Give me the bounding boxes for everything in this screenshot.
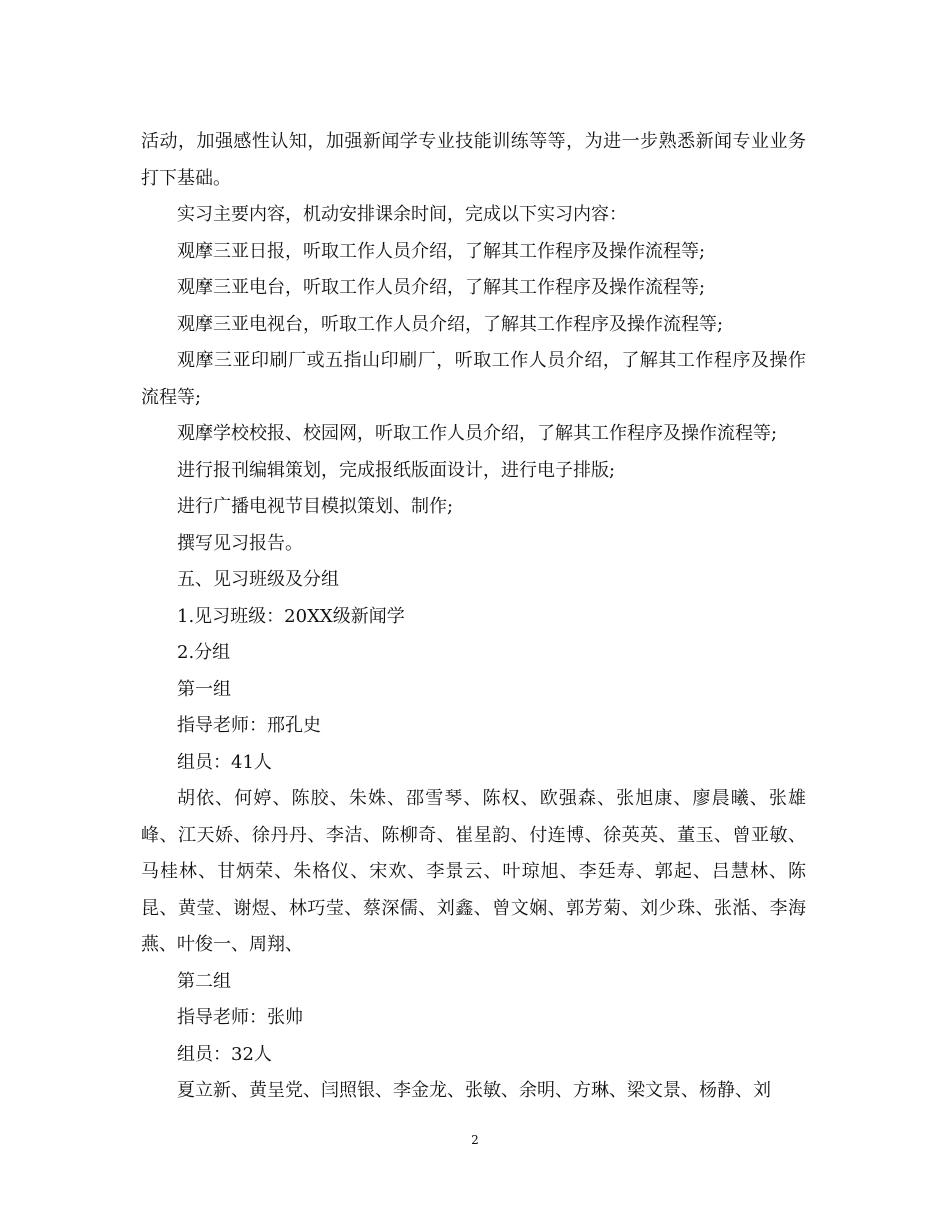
paragraph-grouping: 2.分组 (177, 642, 231, 663)
group-one-count: 组员：41人 (177, 751, 272, 773)
group-two-count: 组员：32人 (177, 1043, 272, 1065)
paragraph-item-report: 撰写见习报告。 (177, 532, 303, 554)
group-one-advisor: 指导老师：邢孔史 (177, 715, 321, 736)
group-two-title: 第二组 (177, 970, 231, 992)
page-number: 2 (471, 1133, 479, 1147)
group-two-members: 夏立新、黄呈党、闫照银、李金龙、张敏、余明、方琳、梁文景、杨静、刘 (177, 1080, 771, 1101)
body-text (141, 124, 806, 1110)
paragraph-item-editing-layout: 进行报刊编辑策划，完成报纸版面设计，进行电子排版; (177, 459, 616, 481)
paragraph-item-printing-factory: 观摩三亚印刷厂或五指山印刷厂，听取工作人员介绍，了解其工作程序及操作流程等; (141, 350, 806, 408)
group-two-advisor: 指导老师：张帅 (177, 1007, 303, 1028)
paragraph-item-sanya-tv: 观摩三亚电视台，听取工作人员介绍，了解其工作程序及操作流程等; (177, 313, 724, 335)
paragraph-item-sanya-daily: 观摩三亚日报，听取工作人员介绍，了解其工作程序及操作流程等; (177, 240, 706, 262)
group-one-title: 第一组 (177, 678, 231, 700)
group-one-members: 胡依、何婷、陈胶、朱姝、邵雪琴、陈权、欧强森、张旭康、廖晨曦、张雄峰、江天娇、徐丹丹、李洁、陈柳奇、崔星韵、付连博、徐英英、董玉、曾亚敏、马桂林、甘炳荣、朱格仪、宋欢、李景云、叶琼旭、李廷寿、郭起、吕慧林、陈昆、黄莹、谢煜、林巧莹、蔡深儒、刘鑫、曾文娴、郭芳菊、刘少珠、张湉、李海燕、叶俊一、周翔、 (141, 788, 806, 955)
paragraph-class: 1.见习班级：20XX级新闻学 (177, 605, 405, 627)
paragraph-internship-content: 实习主要内容，机动安排课余时间，完成以下实习内容： (177, 204, 627, 225)
paragraph-item-campus-media: 观摩学校校报、校园网，听取工作人员介绍，了解其工作程序及操作流程等; (177, 423, 778, 444)
paragraph-continuation: 活动，加强感性认知，加强新闻学专业技能训练等等，为进一步熟悉新闻专业业务打下基础。 (141, 131, 806, 189)
section-heading-classes-groups: 五、见习班级及分组 (177, 569, 339, 590)
paragraph-item-sanya-radio: 观摩三亚电台，听取工作人员介绍，了解其工作程序及操作流程等; (177, 277, 706, 298)
paragraph-item-broadcast-planning: 进行广播电视节目模拟策划、制作; (177, 496, 454, 517)
